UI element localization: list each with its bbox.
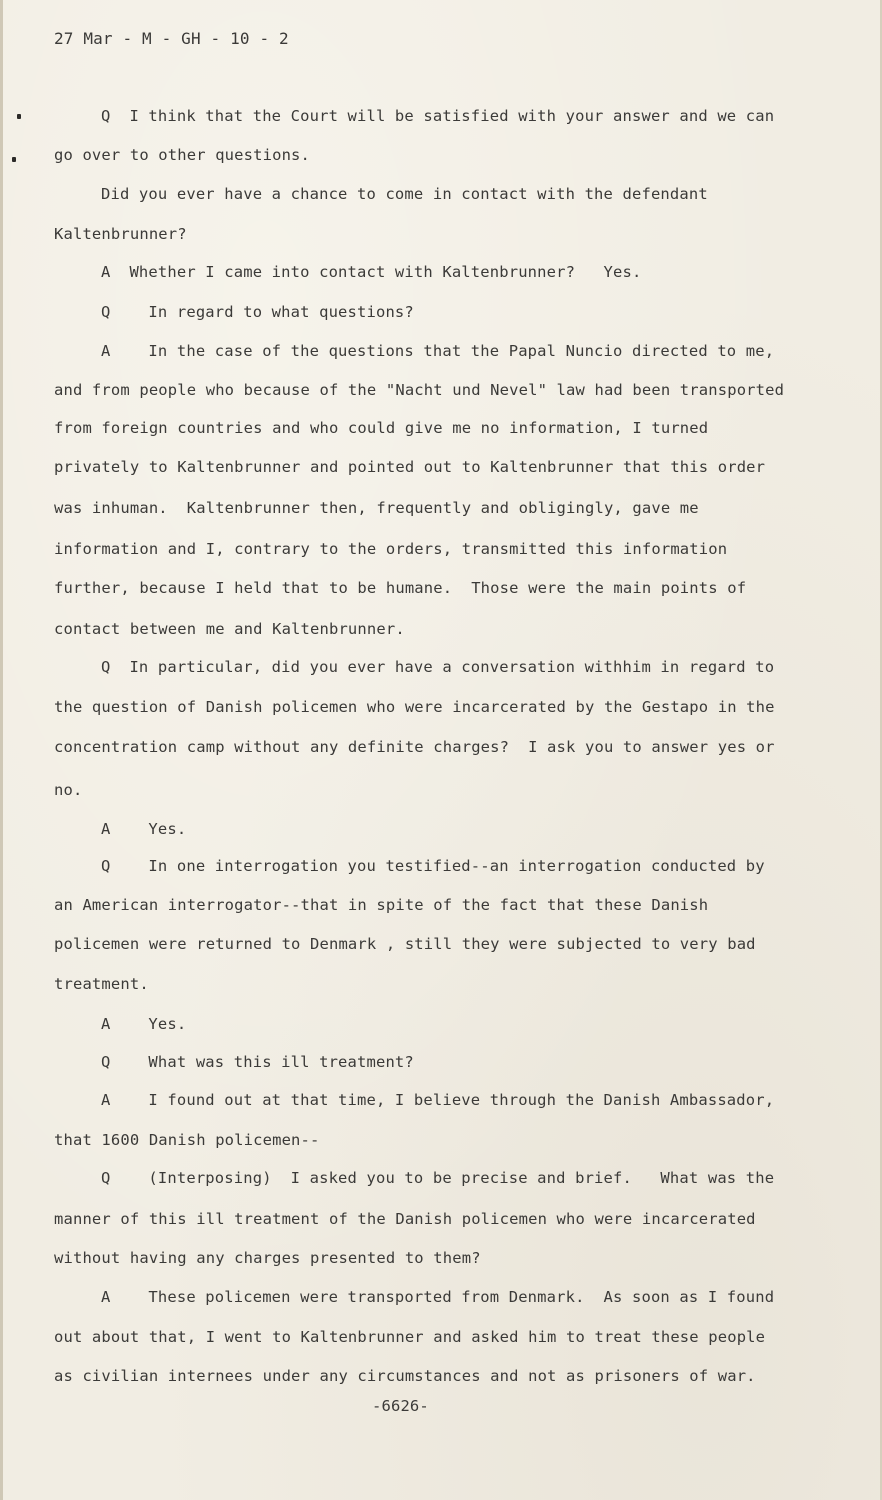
transcript-line: A These policemen were transported from Denmark. As soon as I found [101, 1288, 775, 1306]
transcript-line: concentration camp without any definite charges? I ask you to answer yes or [54, 738, 775, 756]
transcript-line: Did you ever have a chance to come in contact with the defendant [101, 185, 708, 203]
page-left-edge [0, 0, 3, 1500]
transcript-line: A Yes. [101, 1015, 187, 1033]
transcript-line: A I found out at that time, I believe through the Danish Ambassador, [101, 1091, 775, 1109]
transcript-line: information and I, contrary to the orders, transmitted this information [54, 540, 728, 558]
transcript-line: out about that, I went to Kaltenbrunner and asked him to treat these people [54, 1328, 766, 1346]
binder-hole-mark-icon [17, 114, 21, 119]
page-header: 27 Mar - M - GH - 10 - 2 [54, 29, 289, 48]
transcript-line: further, because I held that to be humane. Those were the main points of [54, 579, 747, 597]
transcript-line: Q In regard to what questions? [101, 303, 414, 321]
transcript-line: go over to other questions. [54, 146, 311, 164]
transcript-line: A Whether I came into contact with Kaltenbrunner? Yes. [101, 263, 642, 281]
transcript-line: A In the case of the questions that the Papal Nuncio directed to me, [101, 342, 775, 360]
transcript-line: an American interrogator--that in spite of the fact that these Danish [54, 896, 709, 914]
transcript-line: policemen were returned to Denmark , still they were subjected to very bad [54, 935, 756, 953]
transcript-line: and from people who because of the "Nacht und Nevel" law had been transported [54, 381, 785, 399]
transcript-line: from foreign countries and who could give me no information, I turned [54, 419, 709, 437]
transcript-line: Q In particular, did you ever have a conversation withhim in regard to [101, 658, 775, 676]
transcript-line: Q (Interposing) I asked you to be precise and brief. What was the [101, 1169, 775, 1187]
transcript-line: the question of Danish policemen who were incarcerated by the Gestapo in the [54, 698, 775, 716]
transcript-line: A Yes. [101, 820, 187, 838]
transcript-line: privately to Kaltenbrunner and pointed out to Kaltenbrunner that this order [54, 458, 766, 476]
transcript-line: Q I think that the Court will be satisfied with your answer and we can [101, 107, 775, 125]
transcript-line: Kaltenbrunner? [54, 225, 187, 243]
transcript-line: was inhuman. Kaltenbrunner then, frequently and obligingly, gave me [54, 499, 699, 517]
transcript-line: Q In one interrogation you testified--an interrogation conducted by [101, 857, 765, 875]
transcript-line: without having any charges presented to them? [54, 1249, 481, 1267]
binder-hole-mark-icon [12, 157, 16, 162]
transcript-line: manner of this ill treatment of the Danish policemen who were incarcerated [54, 1210, 756, 1228]
page-number: -6626- [372, 1397, 429, 1415]
transcript-line: as civilian internees under any circumstances and not as prisoners of war. [54, 1367, 756, 1385]
transcript-line: no. [54, 781, 83, 799]
transcript-line: that 1600 Danish policemen-- [54, 1131, 320, 1149]
transcript-line: contact between me and Kaltenbrunner. [54, 620, 405, 638]
transcript-line: Q What was this ill treatment? [101, 1053, 414, 1071]
transcript-line: treatment. [54, 975, 149, 993]
